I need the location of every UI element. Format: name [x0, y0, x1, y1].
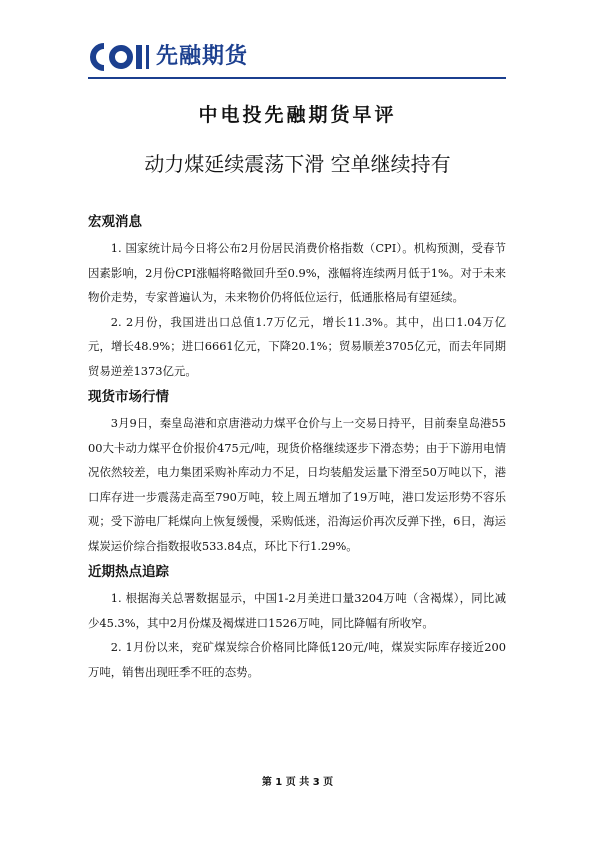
section-hot-topics: [88, 562, 506, 684]
company-logo: [88, 40, 248, 74]
paragraph: 2. 1月份以来，兖矿煤炭综合价格同比降低120元/吨，煤炭实际库存接近200万吨，销售出现旺季不旺的态势。: [88, 640, 506, 679]
page-number: 第 1 页 共 3 页: [261, 777, 334, 788]
section-spot-market: [88, 387, 506, 558]
report-body: [88, 212, 506, 688]
paragraph: 1. 国家统计局今日将公布2月份居民消费价格指数（CPI）。机构预测，受春节因素影响，2月份CPI涨幅将略微回升至0.9%，涨幅将连续两月低于1%。对于未来物价走势，专家普遍认为，未来物价仍将低位运行，低通胀格局有望延续。: [88, 241, 506, 304]
section-macro-news: [88, 212, 506, 383]
paragraph: 2. 2月份，我国进出口总值1.7万亿元，增长11.3%。其中，出口1.04万亿元，增长48.9%；进口6661亿元，下降20.1%；贸易顺差3705亿元，而去年同期贸易逆差1373亿元。: [88, 314, 506, 378]
section-heading: 近期热点追踪: [88, 564, 169, 580]
section-heading: 现货市场行情: [88, 389, 169, 405]
headline: 动力煤延续震荡下滑 空单继续持有: [144, 152, 451, 176]
logo-mark-icon: [88, 42, 150, 72]
report-title: 中电投先融期货早评: [198, 104, 397, 126]
paragraph: 3月9日，秦皇岛港和京唐港动力煤平仓价与上一交易日持平，目前秦皇岛港5500大卡动力煤平仓价报价475元/吨，现货价格继续逐步下滑态势；由于下游用电情况依然较差，电力集团采购补库动力不足，日均装船发运量下滑至50万吨以下，港口库存进一步震荡走高至790万吨，较上周五增加了19万吨，港口发运形势不容乐观；受下游电厂耗煤向上恢复缓慢，采购低迷，沿海运价再次反弹下挫，6日，海运煤炭运价综合指数报收533.84点，环比下行1.29%。: [88, 416, 506, 553]
section-heading: 宏观消息: [88, 214, 142, 230]
paragraph: 1. 根据海关总署数据显示，中国1-2月美进口量3204万吨（含褐煤），同比减少45.3%，其中2月份煤及褐煤进口1526万吨，同比降幅有所收窄。: [88, 591, 506, 630]
header-divider: [88, 77, 506, 79]
logo-text: 先融期货: [156, 44, 249, 69]
